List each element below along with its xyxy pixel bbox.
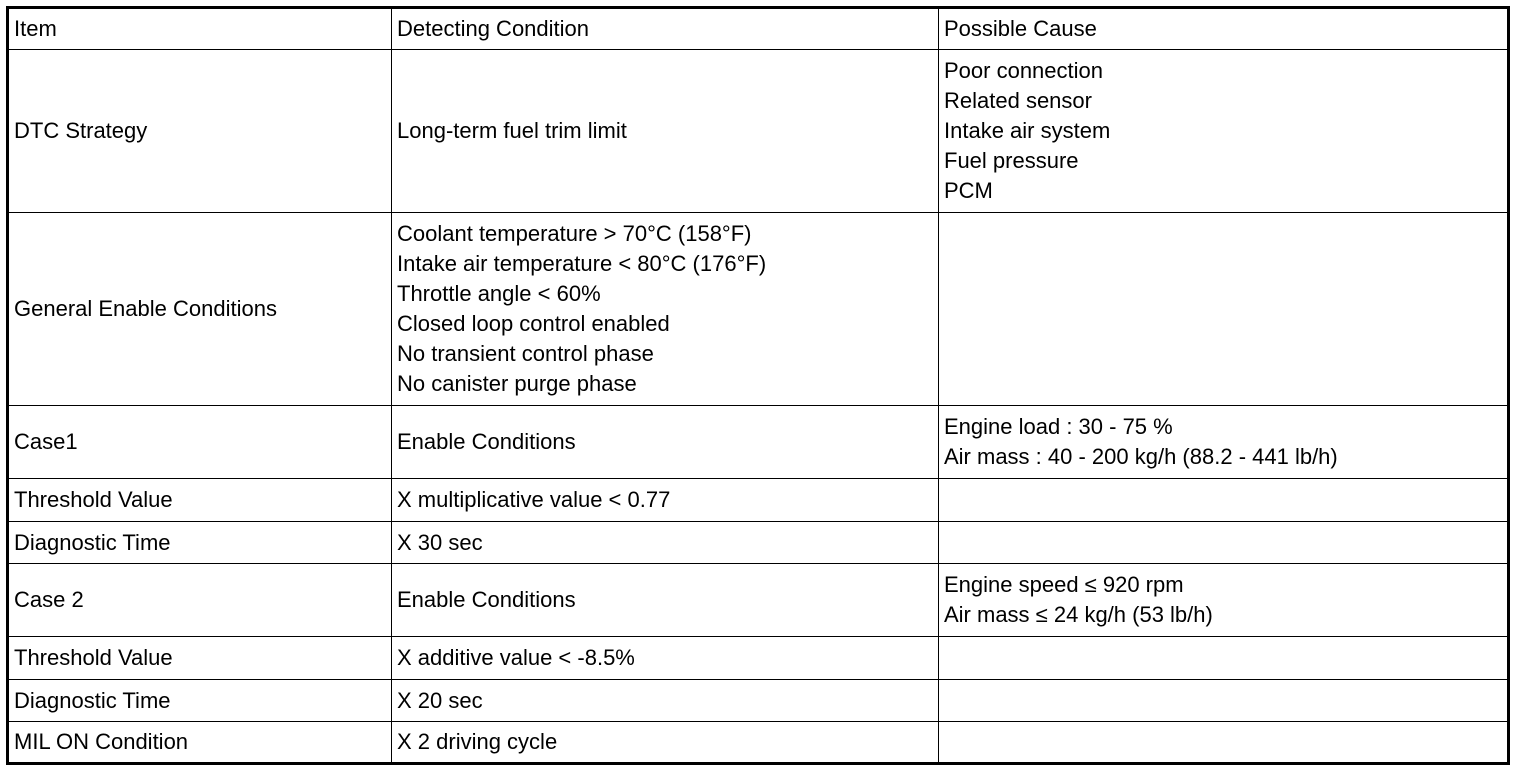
item-cell: Diagnostic Time [8, 680, 392, 722]
table-row [8, 479, 1509, 522]
header-item: Item [8, 8, 392, 50]
cause-cell [939, 564, 1509, 637]
cause-cell [939, 637, 1509, 680]
condition-line: X 30 sec [397, 529, 483, 555]
cause-line: PCM [944, 178, 993, 203]
condition-cell [392, 564, 939, 637]
header-detecting-condition: Detecting Condition [392, 8, 939, 50]
condition-line: X multiplicative value < 0.77 [397, 487, 671, 512]
cause-line: Poor connection [944, 58, 1103, 83]
condition-cell [392, 522, 939, 564]
item-cell: General Enable Conditions [8, 213, 392, 406]
table-row [8, 680, 1509, 722]
dtc-table [6, 6, 1510, 765]
cause-line: Intake air system [944, 118, 1111, 143]
condition-line: Enable Conditions [397, 429, 576, 454]
header-possible-cause: Possible Cause [939, 8, 1509, 50]
cause-line: Related sensor [944, 88, 1092, 113]
item-cell: Case1 [8, 406, 392, 479]
cause-line: Air mass : 40 - 200 kg/h (88.2 - 441 lb/h) [944, 444, 1338, 469]
table-row [8, 50, 1509, 213]
table-row [8, 637, 1509, 680]
cause-cell [939, 479, 1509, 522]
table-row [8, 406, 1509, 479]
condition-line: X 2 driving cycle [397, 729, 558, 754]
cause-line: Fuel pressure [944, 148, 1079, 173]
cause-cell [939, 406, 1509, 479]
cause-line: Engine speed ≤ 920 rpm [944, 572, 1184, 597]
cause-line: Engine load : 30 - 75 % [944, 414, 1173, 439]
table-row [8, 522, 1509, 564]
table-row [8, 722, 1509, 764]
item-cell: Threshold Value [8, 637, 392, 680]
cause-line: Air mass ≤ 24 kg/h (53 lb/h) [944, 602, 1213, 627]
condition-line: Long-term fuel trim limit [397, 118, 627, 143]
table-row [8, 564, 1509, 637]
condition-cell [392, 406, 939, 479]
item-cell: Diagnostic Time [8, 522, 392, 564]
condition-line: Intake air temperature < 80°C (176°F) [397, 251, 767, 276]
item-cell: DTC Strategy [8, 50, 392, 213]
item-cell: MIL ON Condition [8, 722, 392, 764]
condition-line: X additive value < -8.5% [397, 645, 635, 670]
condition-line: Coolant temperature > 70°C (158°F) [397, 221, 752, 246]
cause-cell [939, 722, 1509, 764]
item-cell: Case 2 [8, 564, 392, 637]
condition-cell [392, 50, 939, 213]
condition-cell [392, 722, 939, 764]
cause-cell [939, 213, 1509, 406]
condition-line: Enable Conditions [397, 587, 576, 612]
cause-cell [939, 522, 1509, 564]
table-header-row [8, 8, 1509, 50]
table-row [8, 213, 1509, 406]
condition-line: No transient control phase [397, 341, 654, 366]
condition-line: Closed loop control enabled [397, 311, 670, 336]
cause-cell [939, 50, 1509, 213]
condition-cell [392, 213, 939, 406]
cause-cell [939, 680, 1509, 722]
condition-line: Throttle angle < 60% [397, 281, 601, 306]
condition-line: X 20 sec [397, 687, 483, 713]
condition-cell [392, 637, 939, 680]
condition-cell [392, 479, 939, 522]
item-cell: Threshold Value [8, 479, 392, 522]
condition-cell [392, 680, 939, 722]
condition-line: No canister purge phase [397, 371, 637, 396]
